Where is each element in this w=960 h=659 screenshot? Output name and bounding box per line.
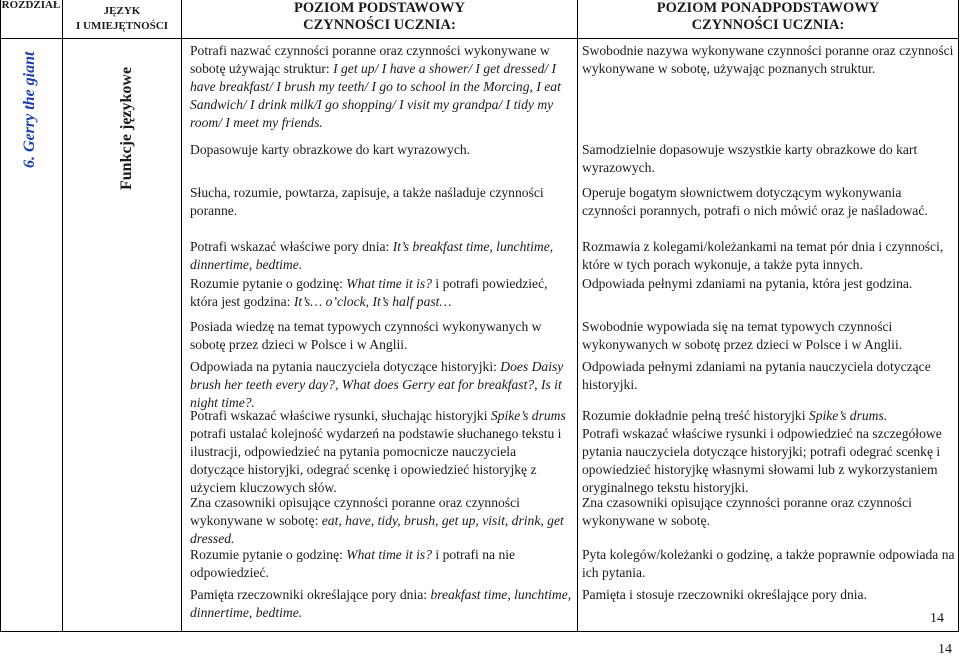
basic-item: Pamięta rzeczowniki określające pory dnia: breakfast time, lunchtime, dinnertime, bedtime. — [190, 587, 572, 620]
advanced-item: Swobodnie wypowiada się na temat typowych czynności wykonywanych w sobotę przez dzieci w Polsce i w Anglii. — [582, 319, 903, 352]
basic-item: Słucha, rozumie, powtarza, zapisuje, a także naśladuje czynności poranne. — [190, 185, 544, 218]
advanced-item: Rozmawia z kolegami/koleżankami na temat pór dnia i czynności, które w tych porach wykonuje, a także pyta innych. — [582, 239, 944, 272]
basic-item: Zna czasowniki opisujące czynności poranne oraz czynności wykonywane w sobotę: eat, have, tidy, brush, get up, visit, drink, get dressed. — [190, 495, 564, 546]
table-border-left — [0, 0, 1, 632]
chapter-title: 6. Gerry the giant — [21, 51, 38, 168]
header-skills: JĘZYK I UMIEJĘTNOŚCI — [76, 5, 168, 32]
basic-item: Potrafi wskazać właściwe rysunki, słuchając historyjki Spike’s drums potrafi ustalać kolejność wydarzeń na podstawie słuchanego tekstu i ilustracji, odpowiedzieć na pytania pomocnicze nauczyciela dotyczące historyjki, odegrać scenkę i opowiedzieć historyjkę z użyciem kluczowych słów. — [190, 408, 566, 495]
basic-item: Dopasowuje karty obrazkowe do kart wyrazowych. — [190, 142, 471, 157]
basic-item: Posiada wiedzę na temat typowych czynności wykonywanych w sobotę przez dzieci w Polsce i w Anglii. — [190, 319, 542, 352]
header-divider — [0, 38, 959, 39]
advanced-item: Swobodnie nazywa wykonywane czynności poranne oraz czynności wykonywane w sobotę, używając poznanych struktur. — [582, 43, 954, 76]
header-section: ROZDZIAŁ — [1, 0, 61, 11]
basic-item: Rozumie pytanie o godzinę: What time it is? i potrafi na nie odpowiedzieć. — [190, 547, 516, 580]
advanced-item: Pyta kolegów/koleżanki o godzinę, a także poprawnie odpowiada na ich pytania. — [582, 547, 955, 580]
advanced-item: Zna czasowniki opisujące czynności poranne oraz czynności wykonywane w sobotę. — [582, 495, 912, 528]
table-page-number: 14 — [930, 611, 944, 626]
column-divider — [577, 0, 578, 632]
column-divider — [62, 0, 63, 632]
column-divider — [181, 0, 182, 632]
advanced-item: Samodzielnie dopasowuje wszystkie karty obrazkowe do kart wyrazowych. — [582, 142, 918, 175]
advanced-item: Odpowiada pełnymi zdaniami na pytania, która jest godzina. — [582, 276, 913, 291]
page-number: 14 — [938, 642, 952, 657]
basic-item: Rozumie pytanie o godzinę: What time it is? i potrafi powiedzieć, która jest godzina: It’s… o’clock, It’s half past… — [190, 276, 548, 309]
header-basic-level: POZIOM PODSTAWOWY CZYNNOŚCI UCZNIA: — [294, 0, 465, 33]
header-advanced-level: POZIOM PONADPODSTAWOWY CZYNNOŚCI UCZNIA: — [656, 0, 880, 33]
table-border-right — [958, 0, 959, 632]
advanced-item: Pamięta i stosuje rzeczowniki określające pory dnia. — [582, 587, 867, 602]
advanced-item: Operuje bogatym słownictwem dotyczącym wykonywania czynności porannych, potrafi o nich mówić oraz je naśladować. — [582, 185, 928, 218]
skill-category: Funkcje językowe — [118, 66, 135, 190]
advanced-item: Odpowiada pełnymi zdaniami na pytania nauczyciela dotyczące historyjki. — [582, 359, 931, 392]
table-border-bottom — [0, 631, 959, 632]
basic-item: Odpowiada na pytania nauczyciela dotyczące historyjki: Does Daisy brush her teeth every day?, What does Gerry eat for breakfast?, Is it night time?. — [190, 359, 564, 410]
advanced-item: Rozumie dokładnie pełną treść historyjki Spike’s drums. Potrafi wskazać właściwe rysunki i odpowiedzieć na szczegółowe pytania nauczyciela dotyczące historyjki; potrafi odegrać scenkę i opowiedzieć historyjkę własnymi słowami lub z wykorzystaniem oryginalnego tekstu historyjki. — [582, 408, 942, 495]
basic-item: Potrafi nazwać czynności poranne oraz czynności wykonywane w sobotę używając struktur: I get up/ I have a shower/ I get dressed/ I have breakfast/ I brush my teeth/ I go to school in the Morcing, I eat Sandwich/ I drink milk/I go shopping/ I visit my grandpa/ I tidy my room/ I meet my friends. — [190, 43, 561, 130]
basic-item: Potrafi wskazać właściwe pory dnia: It’s breakfast time, lunchtime, dinnertime, bedtime. — [190, 239, 554, 272]
